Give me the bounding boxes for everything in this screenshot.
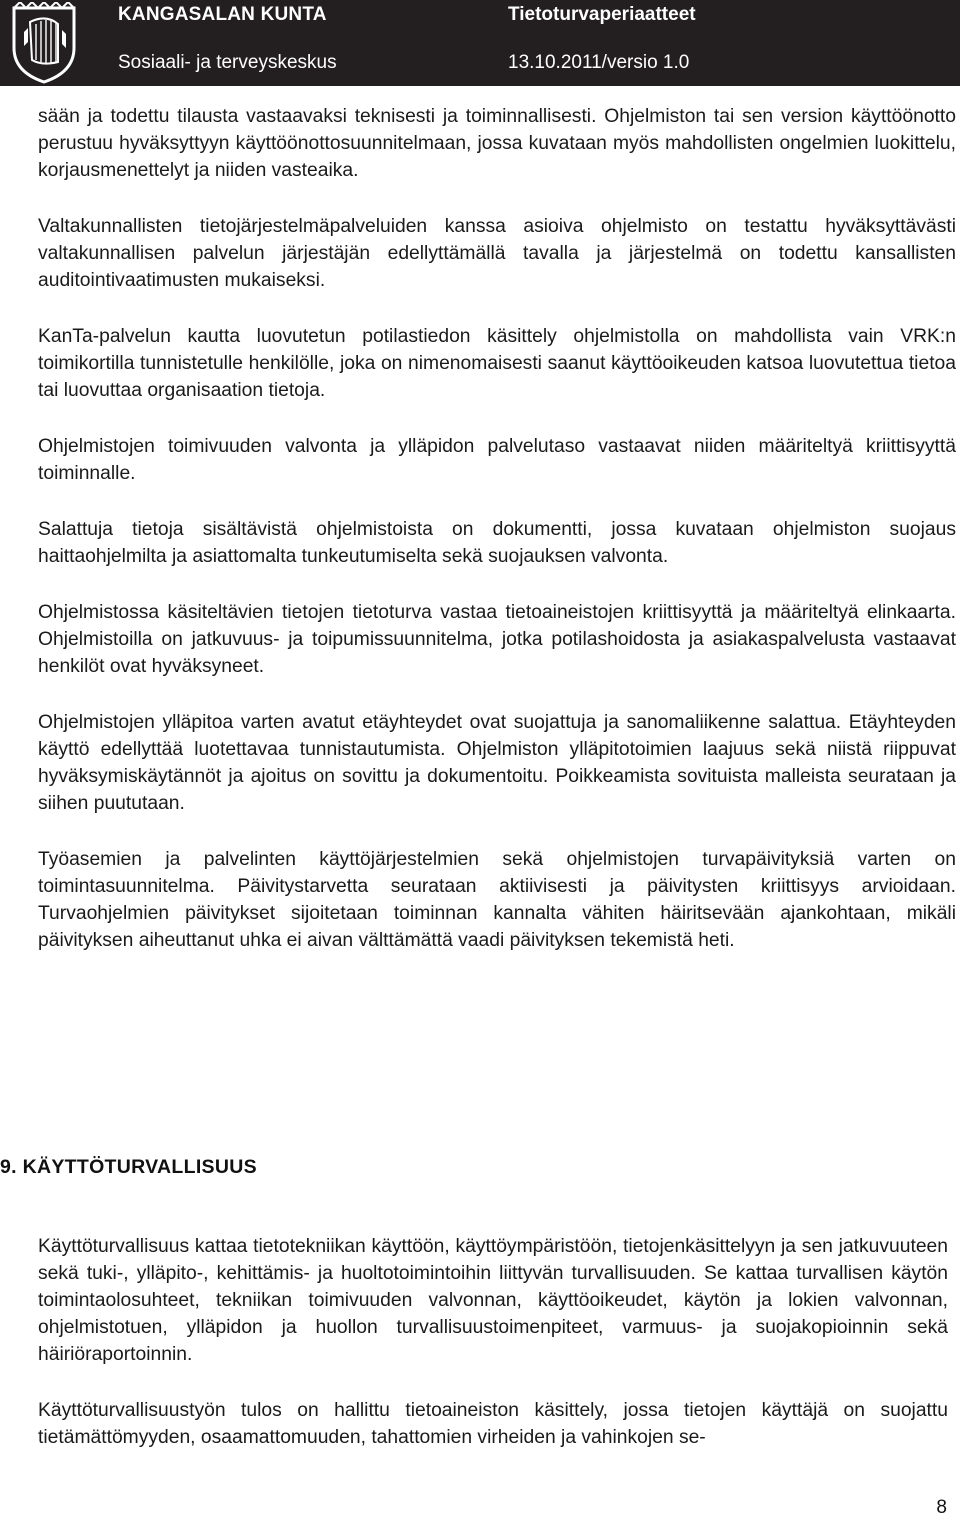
paragraph: Työasemien ja palvelinten käyttöjärjestelmien sekä ohjelmistojen turvapäivityksiä varten on toimintasuunnitelma. Päivitystarvetta seurataan aktiivisesti ja päivitysten kriittisyys arvioidaan. Turvaohjelmien päivitykset sijoitetaan toiminnan kannalta vähiten häiritsevään ajankohtaan, mikäli päivityksen aiheuttanut uhka ei aivan välttämättä vaadi päivityksen tekemistä heti. <box>38 849 956 951</box>
unit-name: Sosiaali- ja terveyskeskus <box>118 52 337 73</box>
section-body-text <box>38 1233 948 1480</box>
body-text <box>38 103 956 983</box>
document-title: Tietoturvaperiaatteet <box>508 4 696 25</box>
paragraph: Valtakunnallisten tietojärjestelmäpalveluiden kanssa asioiva ohjelmisto on testattu hyväksyttävästi valtakunnallisen palvelun järjestäjän edellyttämällä tavalla ja järjestelmä on todettu kansallisten auditointivaatimusten mukaiseksi. <box>38 216 956 291</box>
paragraph: KanTa-palvelun kautta luovutetun potilastiedon käsittely ohjelmistolla on mahdollista vain VRK:n toimikortilla tunnistetulle henkilölle, joka on nimenomaisesti saanut käyttöoikeuden katsoa luovutettua tietoa tai luovuttaa organisaation tietoja. <box>38 326 956 401</box>
paragraph: Ohjelmistojen toimivuuden valvonta ja ylläpidon palvelutaso vastaavat niiden määriteltyä kriittisyyttä toiminnalle. <box>38 436 956 484</box>
paragraph: Käyttöturvallisuustyön tulos on hallittu tietoaineiston käsittely, jossa tietojen käyttäjä on suojattu tietämättömyyden, osaamattomuuden, tahattomien virheiden ja vahinkojen se- <box>38 1400 948 1448</box>
paragraph: Käyttöturvallisuus kattaa tietotekniikan käyttöön, käyttöympäristöön, tietojenkäsittelyyn ja sen jatkuvuuteen sekä tuki-, ylläpito-, kehittämis- ja huoltotoimintoihin liittyvän turvallisuuden. Se kattaa turvallisen käytön toimintaolosuhteet, tekniikan toimivuuden valvonnan, käyttöoikeudet, käytön ja lokien valvonnan, ohjelmistotuen, ylläpidon ja huollon turvallisuustoimenpiteet, varmuus- ja suojakopioinnin sekä häiriöraportoinnin. <box>38 1236 948 1365</box>
organization-name: KANGASALAN KUNTA <box>118 4 327 25</box>
header-band <box>0 0 960 86</box>
section-heading: 9. KÄYTTÖTURVALLISUUS <box>0 1156 257 1178</box>
paragraph: Ohjelmistojen ylläpitoa varten avatut etäyhteydet ovat suojattuja ja sanomaliikenne salattua. Etäyhteyden käyttö edellyttää luotettavaa tunnistautumista. Ohjelmiston ylläpitotoimien laajuus sekä niistä riippuvat hyväksymiskäytännöt ja ajoitus on sovittu ja dokumentoitu. Poikkeamista sovituista malleista seurataan ja siihen puututaan. <box>38 712 956 814</box>
document-version: 13.10.2011/versio 1.0 <box>508 52 690 73</box>
paragraph: sään ja todettu tilausta vastaavaksi teknisesti ja toiminnallisesti. Ohjelmiston tai sen version käyttöönotto perustuu hyväksyttyyn käyttöönottosuunnitelmaan, jossa kuvataan myös mahdollisten ongelmien luokittelu, korjausmenettelyt ja niiden vasteaika. <box>38 106 956 181</box>
paragraph: Ohjelmistossa käsiteltävien tietojen tietoturva vastaa tietoaineistojen kriittisyyttä ja määriteltyä elinkaarta. Ohjelmistoilla on jatkuvuus- ja toipumissuunnitelma, jotka potilashoidosta ja asiakaspalvelusta vastaavat henkilöt ovat hyväksyneet. <box>38 602 956 677</box>
page-header <box>0 0 960 92</box>
paragraph: Salattuja tietoja sisältävistä ohjelmistoista on dokumentti, jossa kuvataan ohjelmiston suojaus haittaohjelmilta ja asiattomalta tunkeutumiselta sekä suojauksen valvonta. <box>38 519 956 567</box>
harp-crest-icon <box>6 2 82 84</box>
page-number: 8 <box>936 1497 947 1518</box>
